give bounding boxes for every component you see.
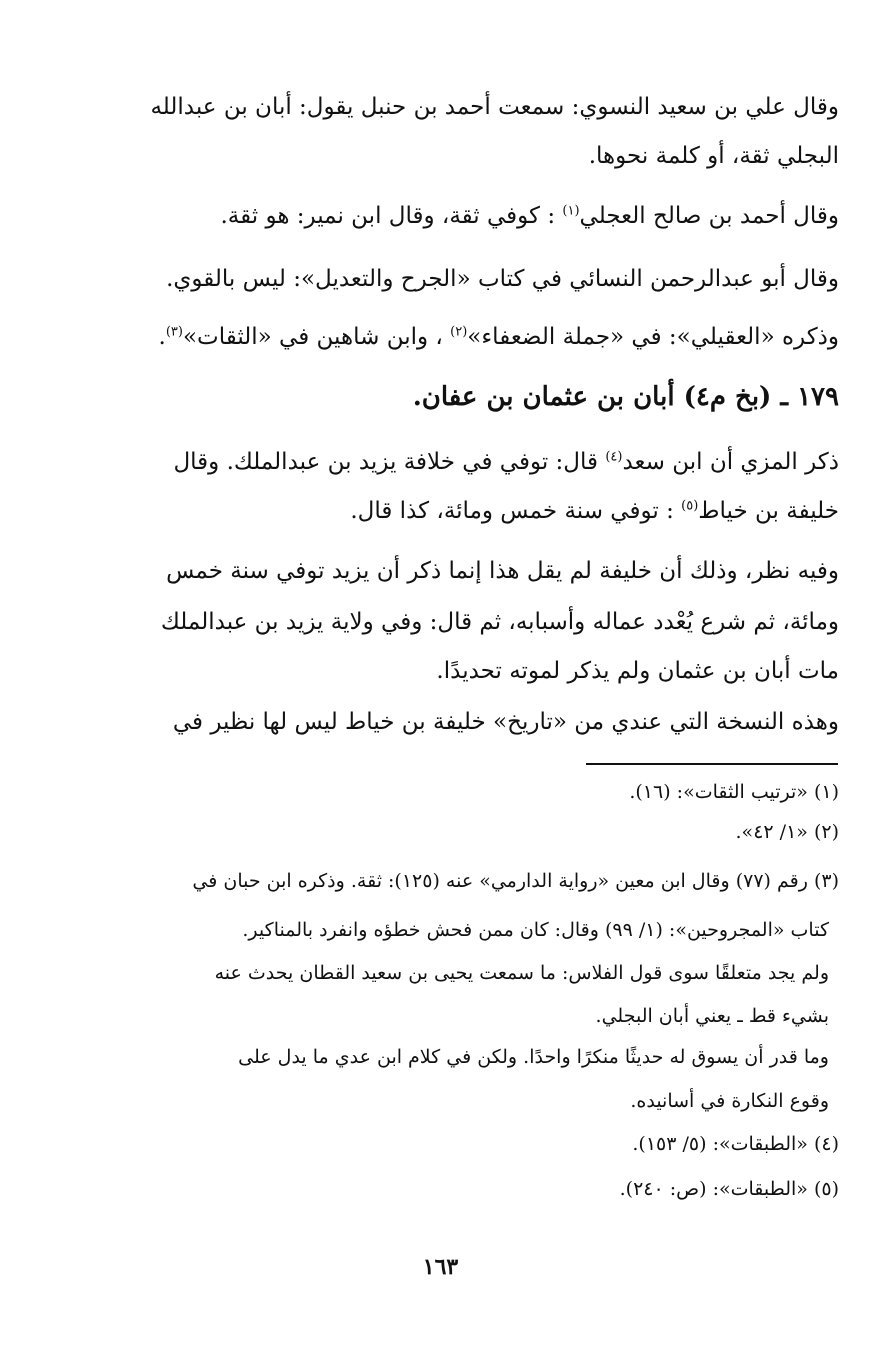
body-line: [350, 496, 839, 526]
page-number: ١٦٣: [422, 1254, 459, 1280]
footnote-marker: (٥): [681, 498, 699, 514]
footnote: (١) «ترتيب الثقات»: (١٦).: [629, 781, 839, 803]
body-line: وفيه نظر، وذلك أن خليفة لم يقل هذا إنما ذكر أن يزيد توفي سنة خمس: [166, 558, 839, 584]
footnote-marker: (١): [562, 203, 580, 219]
footnote: (٣) رقم (٧٧) وقال ابن معين «رواية الدارمي» عنه (١٢٥): ثقة. وذكره ابن حبان في: [192, 870, 839, 892]
footnote-continuation: كتاب «المجروحين»: (١/ ٩٩) وقال: كان ممن فحش خطؤه وانفرد بالمناكير.: [242, 919, 829, 941]
text-run: .: [158, 324, 166, 350]
text-run: ، وابن شاهين في «الثقات»: [182, 324, 451, 350]
body-line: مات أبان بن عثمان ولم يذكر لموته تحديدًا.: [436, 658, 839, 684]
text-run: وذكره «العقيلي»: في «جملة الضعفاء»: [467, 324, 839, 350]
text-run: وقال أحمد بن صالح العجلي: [579, 203, 839, 229]
text-run: ذكر المزي أن ابن سعد: [622, 449, 839, 475]
footnote-separator: [586, 763, 838, 765]
footnote-continuation: وقوع النكارة في أسانيده.: [630, 1090, 829, 1112]
text-run: خليفة بن خياط: [698, 498, 839, 524]
text-run: : كوفي ثقة، وقال ابن نمير: هو ثقة.: [220, 203, 563, 229]
body-line: ومائة، ثم شرع يُعْدد عماله وأسبابه، ثم قال: وفي ولاية يزيد بن عبدالملك: [160, 609, 839, 635]
footnote: (٤) «الطبقات»: (٥/ ١٥٣).: [632, 1133, 839, 1155]
body-line: [159, 322, 839, 352]
footnote: (٥) «الطبقات»: (ص: ٢٤٠).: [619, 1178, 839, 1200]
body-line: [173, 447, 839, 477]
body-line: وقال أبو عبدالرحمن النسائي في كتاب «الجرح والتعديل»: ليس بالقوي.: [166, 266, 839, 292]
footnote-marker: (٤): [605, 449, 623, 465]
body-line: وهذه النسخة التي عندي من «تاريخ» خليفة بن خياط ليس لها نظير في: [172, 709, 839, 735]
footnote-continuation: ولم يجد متعلقًا سوى قول الفلاس: ما سمعت يحيى بن سعيد القطان يحدث عنه: [214, 962, 829, 984]
body-line: البجلي ثقة، أو كلمة نحوها.: [588, 143, 839, 169]
footnote-marker: (٢): [450, 324, 468, 340]
footnote-continuation: وما قدر أن يسوق له حديثًا منكرًا واحدًا. ولكن في كلام ابن عدي ما يدل على: [238, 1046, 829, 1068]
footnote: (٢) «١/ ٤٢».: [735, 821, 839, 843]
body-line: وقال علي بن سعيد النسوي: سمعت أحمد بن حنبل يقول: أبان بن عبدالله: [150, 94, 839, 120]
body-line: [220, 201, 839, 231]
entry-heading: ١٧٩ ـ (بخ م٤) أبان بن عثمان بن عفان.: [412, 382, 839, 412]
footnote-continuation: بشيء قط ـ يعني أبان البجلي.: [595, 1005, 829, 1027]
text-run: : توفي سنة خمس ومائة، كذا قال.: [350, 498, 682, 524]
footnote-marker: (٣): [165, 324, 183, 340]
text-run: قال: توفي في خلافة يزيد بن عبدالملك. وقال: [173, 449, 606, 475]
